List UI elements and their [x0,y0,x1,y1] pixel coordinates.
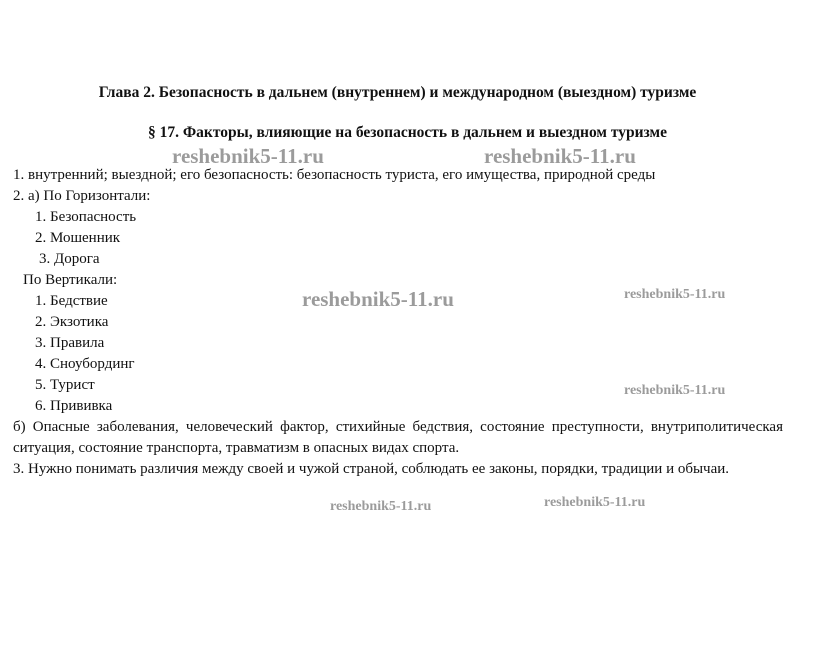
vertical-item: 2. Экзотика [35,314,109,330]
vertical-item: 5. Турист [35,377,95,393]
chapter-title: Глава 2. Безопасность в дальнем (внутреннем) и международном (выездном) туризме [98,84,697,101]
watermark: reshebnik5-11.ru [302,287,454,311]
watermark: reshebnik5-11.ru [544,495,646,510]
horizontal-item: 2. Мошенник [35,230,121,246]
horizontal-item: 3. Дорога [39,251,100,267]
watermark: reshebnik5-11.ru [330,499,432,514]
horizontal-item: 1. Безопасность [35,209,137,225]
watermark: reshebnik5-11.ru [484,144,636,168]
section-title: § 17. Факторы, влияющие на безопасность в дальнем и выездном туризме [147,124,667,141]
vertical-item: 3. Правила [35,335,105,351]
answer-item-1: 1. внутренний; выездной; его безопасность: безопасность туриста, его имущества, природной среды [13,167,656,183]
vertical-item: 6. Прививка [35,398,113,414]
watermark: reshebnik5-11.ru [624,383,726,398]
watermark: reshebnik5-11.ru [624,287,726,302]
vertical-item: 4. Сноубординг [35,356,135,372]
vertical-item: 1. Бедствие [35,293,108,309]
answer-item-2b: б) Опасные заболевания, человеческий фактор, стихийные бедствия, состояние преступности, внутриполитическая ситуация, состояние транспорта, травматизм в опасных видах спорта. [13,419,783,456]
watermark: reshebnik5-11.ru [172,144,324,168]
answer-item-2-label: 2. а) По Горизонтали: [13,188,151,204]
answer-item-3: 3. Нужно понимать различия между своей и чужой страной, соблюдать ее законы, порядки, традиции и обычаи. [13,461,730,477]
vertical-label: По Вертикали: [23,272,118,288]
answer-body [13,165,783,480]
